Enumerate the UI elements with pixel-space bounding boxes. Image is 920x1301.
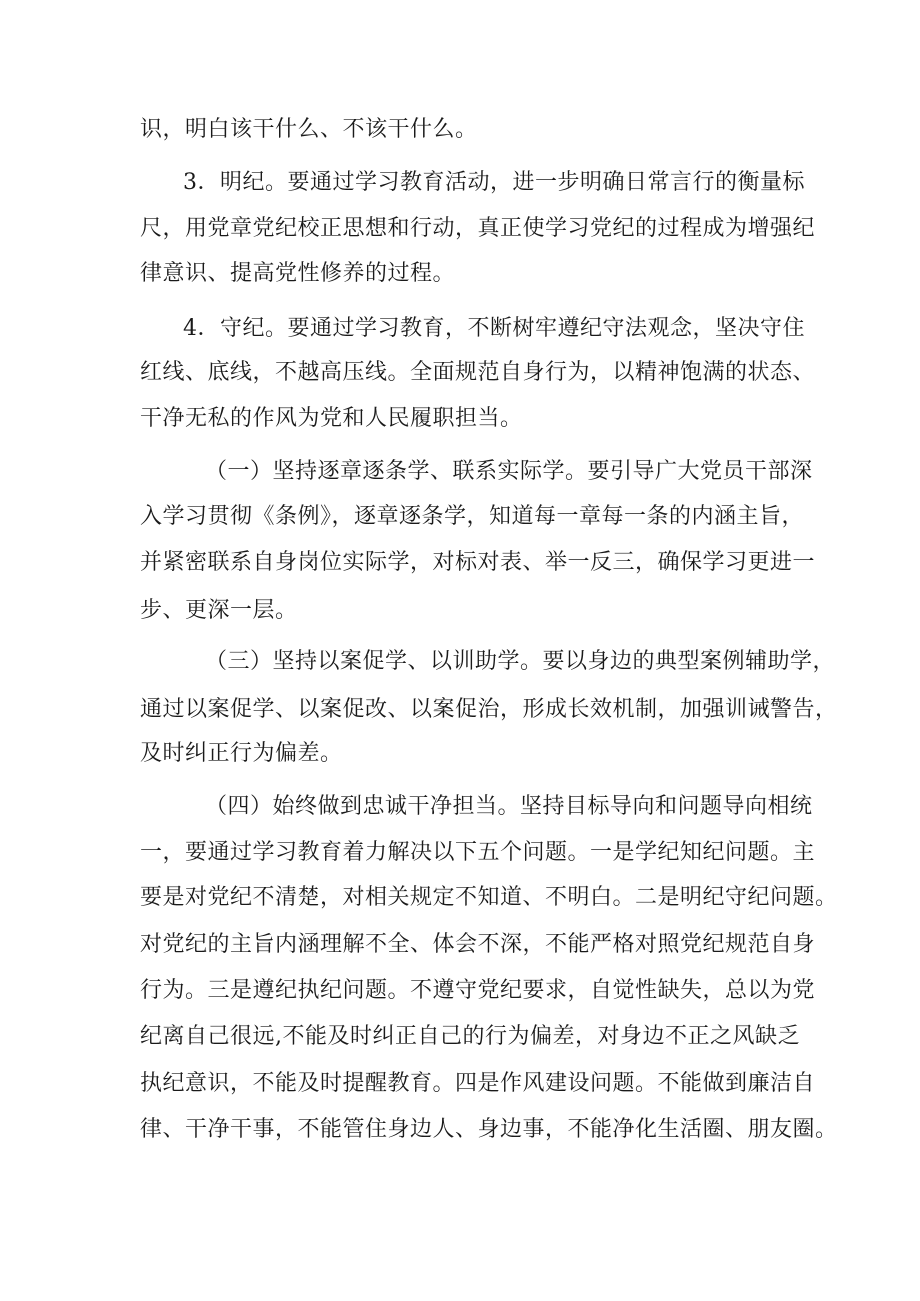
- text-line: 及时纠正行为偏差。: [140, 741, 343, 766]
- text-line: 通过以案促学、以案促改、以案促治，形成长效机制，加强训诫警告，: [140, 697, 838, 722]
- text-line: 干净无私的作风为党和人民履职担当。: [140, 406, 523, 431]
- text-line: 红线、底线，不越高压线。全面规范自身行为，以精神饱满的状态、: [140, 360, 816, 385]
- text-line: （四）始终做到忠诚干净担当。坚持目标导向和问题导向相统: [205, 794, 813, 819]
- text-line: 入学习贯彻《条例》，逐章逐条学，知道每一章每一条的内涵主旨，: [140, 504, 805, 529]
- text-line: 步、更深一层。: [140, 598, 298, 623]
- text-line: 并紧密联系自身岗位实际学，对标对表、举一反三，确保学习更进一: [140, 550, 816, 575]
- text-line: 律、干净干事，不能管住身边人、身边事，不能净化生活圈、朋友圈。: [140, 1117, 838, 1142]
- text-line: 4．守纪。要通过学习教育，不断树牢遵纪守法观念，坚决守住: [183, 316, 805, 341]
- text-line: （三）坚持以案促学、以训助学。要以身边的典型案例辅助学，: [205, 649, 836, 674]
- text-line: 一，要通过学习教育着力解决以下五个问题。一是学纪知纪问题。主: [140, 840, 816, 865]
- text-line: 对党纪的主旨内涵理解不全、体会不深，不能严格对照党纪规范自身: [140, 932, 816, 957]
- text-line: 3．明纪。要通过学习教育活动，进一步明确日常言行的衡量标: [183, 170, 805, 195]
- text-line: 尺，用党章党纪校正思想和行动，真正使学习党纪的过程成为增强纪: [140, 216, 816, 241]
- text-line: 识，明白该干什么、不该干什么。: [140, 117, 478, 142]
- text-line: 纪离自己很远,不能及时纠正自己的行为偏差，对身边不正之风缺乏: [140, 1024, 800, 1049]
- text-line: 行为。三是遵纪执纪问题。不遵守党纪要求，自觉性缺失，总以为党: [140, 978, 816, 1003]
- text-line: 律意识、提高党性修养的过程。: [140, 261, 456, 286]
- text-line: （一）坚持逐章逐条学、联系实际学。要引导广大党员干部深: [205, 459, 813, 484]
- text-line: 执纪意识，不能及时提醒教育。四是作风建设问题。不能做到廉洁自: [140, 1071, 816, 1096]
- text-line: 要是对党纪不清楚，对相关规定不知道、不明白。二是明纪守纪问题。: [140, 885, 838, 910]
